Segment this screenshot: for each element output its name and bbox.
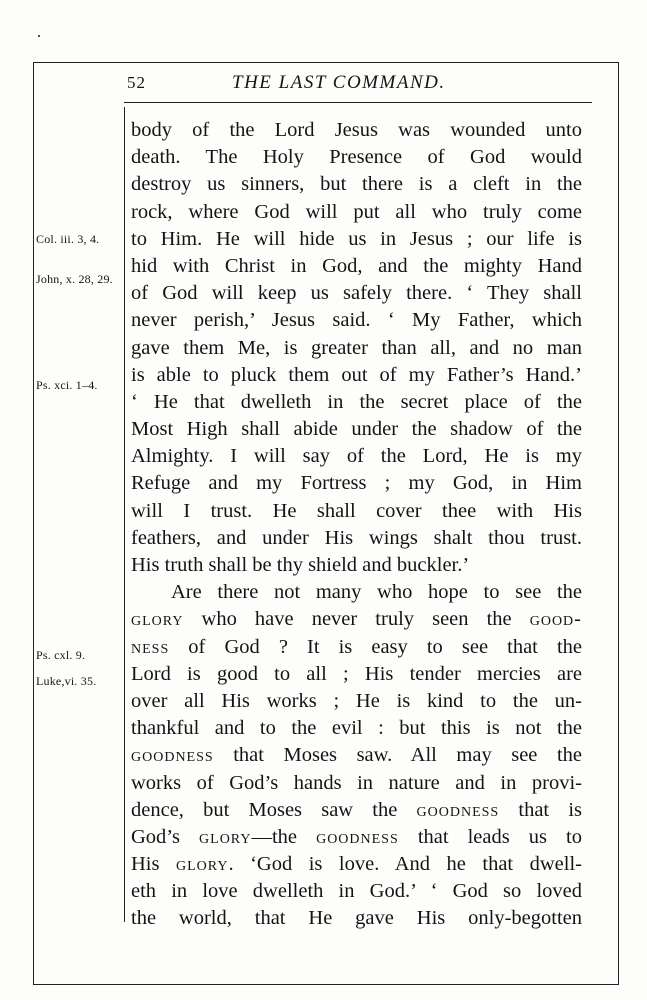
text-line: body of the Lord Jesus was wounded unto (131, 119, 582, 141)
text-line: goodness that Moses saw. All may see the (131, 744, 582, 767)
small-caps-word: glory (199, 825, 252, 848)
corner-mark (38, 35, 40, 37)
text-line: never perish,’ Jesus said. ‘ My Father, which (131, 309, 582, 332)
text-line: eth in love dwelleth in God.’ ‘ God so loved (131, 880, 582, 903)
small-caps-word: goodness (131, 744, 214, 767)
text-line: God’s glory—the goodness that leads us to (131, 825, 582, 848)
text-line: His truth shall be thy shield and buckler.’ (131, 554, 470, 576)
text-line: hid with Christ in God, and the mighty Hand (131, 254, 582, 277)
text-line: Almighty. I will say of the Lord, He is my (131, 445, 582, 468)
text-line: thankful and to the evil : but this is not the (131, 717, 582, 740)
text-line: death. The Holy Presence of God would (131, 146, 582, 169)
text-line: over all His works ; He is kind to the un- (131, 689, 582, 712)
paragraph-start-line: Are there not many who hope to see the (171, 581, 582, 604)
text-line: is able to pluck them out of my Father’s Hand.’ (131, 363, 582, 386)
text-line: Refuge and my Fortress ; my God, in Him (131, 472, 582, 495)
margin-note-ps-xci: Ps. xci. 1–4. (36, 378, 98, 392)
small-caps-word: glory (176, 853, 229, 876)
text-line: His glory. ‘God is love. And he that dwell- (131, 853, 583, 876)
frame-bottom-rule (33, 984, 619, 985)
frame-left-rule (33, 62, 34, 984)
text-line: will I trust. He shall cover thee with His (131, 499, 582, 522)
text-line: of God will keep us safely there. ‘ They shall (131, 282, 582, 305)
small-caps-word: glory (131, 608, 184, 631)
small-caps-word: goodness (416, 798, 500, 821)
frame-right-rule (618, 62, 619, 984)
text-line: rock, where God will put all who truly come (131, 200, 582, 223)
text-line: Most High shall abide under the shadow of the (131, 418, 582, 441)
text-line: glory who have never truly seen the good- (131, 608, 582, 631)
running-title: THE LAST COMMAND. (232, 72, 446, 93)
text-line: Lord is good to all ; His tender mercies are (131, 662, 582, 685)
margin-column-rule (124, 107, 125, 922)
text-line: to Him. He will hide us in Jesus ; our life is (131, 227, 582, 250)
page-number: 52 (127, 73, 146, 92)
margin-note-john: John, x. 28, 29. (36, 272, 113, 286)
text-line: the world, that He gave His only-begotten (131, 907, 582, 930)
text-line: feathers, and under His wings shalt thou trust. (131, 526, 582, 549)
small-caps-word: ness (131, 635, 170, 658)
text-line: works of God’s hands in nature and in provi- (131, 771, 582, 794)
text-line: destroy us sinners, but there is a cleft in the (131, 173, 582, 196)
text-line: dence, but Moses saw the goodness that is (131, 798, 582, 821)
margin-note-col: Col. iii. 3, 4. (36, 232, 100, 246)
margin-note-ps-cxl: Ps. cxl. 9. (36, 648, 86, 662)
margin-note-luke: Luke,vi. 35. (36, 674, 97, 688)
header-rule (124, 102, 592, 103)
text-line: ness of God ? It is easy to see that the (131, 635, 582, 658)
frame-top-rule (33, 62, 619, 63)
body-text (131, 117, 582, 933)
small-caps-word: goodness (316, 825, 399, 848)
text-line: gave them Me, is greater than all, and no man (131, 336, 582, 359)
small-caps-word: good- (529, 608, 582, 631)
text-line: ‘ He that dwelleth in the secret place of the (131, 390, 582, 413)
